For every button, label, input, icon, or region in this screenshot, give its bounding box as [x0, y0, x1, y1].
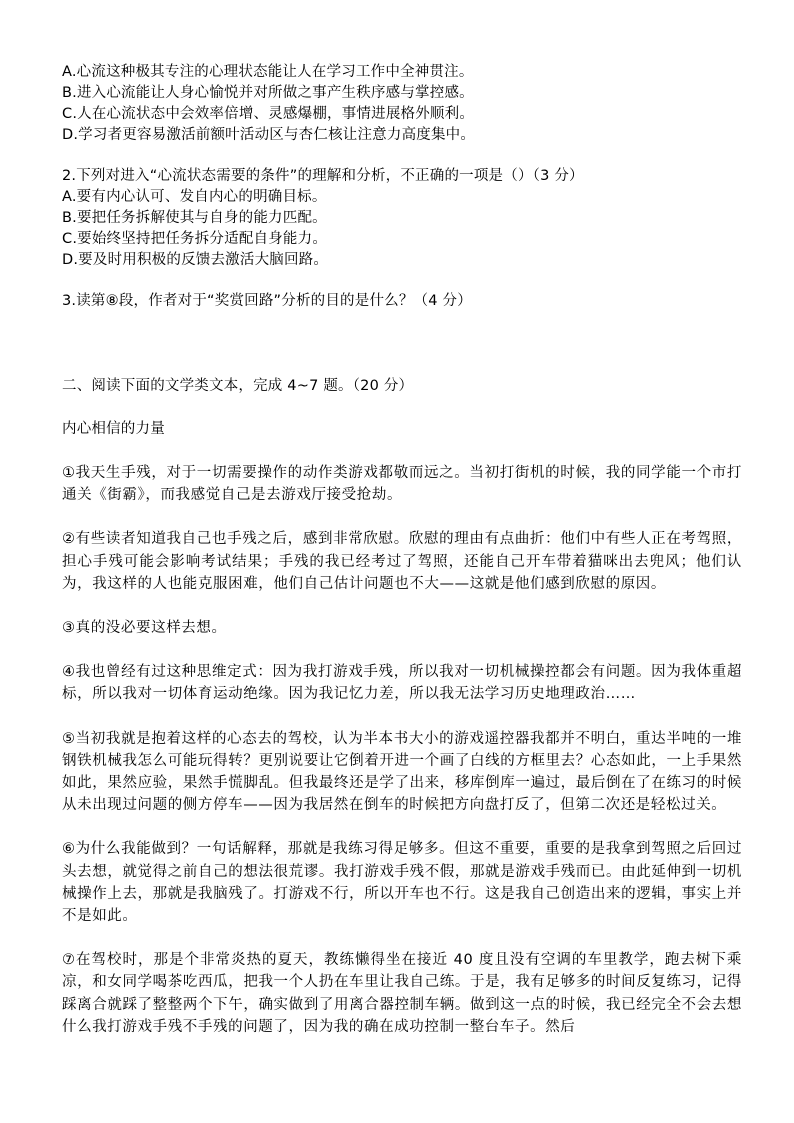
q2-option-d: D.要及时用积极的反馈去激活大脑回路。: [62, 252, 329, 268]
section-2-heading: 二、阅读下面的文学类文本，完成 4~7 题。（20 分）: [62, 378, 414, 394]
q2-stem: 2.下列对进入“心流状态需要的条件”的理解和分析，不正确的一项是（）（3 分）: [62, 168, 584, 184]
q2-option-b: B.要把任务拆解使其与自身的能力匹配。: [62, 210, 327, 226]
q1-option-a: A.心流这种极其专注的心理状态能让人在学习工作中全神贯注。: [62, 64, 474, 80]
passage-title: 内心相信的力量: [62, 421, 165, 437]
q1-option-c: C.人在心流状态中会效率倍增、灵感爆棚，事情进展格外顺利。: [62, 106, 475, 122]
paragraph-5: ⑤当初我就是抱着这样的心态去的驾校，认为半本书大小的游戏遥控器我都并不明白，重达半吨的一堆钢铁机械我怎么可能玩得转？更别说要让它倒着开进一个画了白线的方框里去？心态如此，一上手果然如此，果然应验，果然手慌脚乱。但我最终还是学了出来，移库倒库一遍过，最后倒在了在练习的时候从未出现过问题的侧方停车——因为我居然在倒车的时候把方向盘打反了，但第二次还是轻松过关。: [62, 730, 742, 814]
paragraph-4: ④我也曾经有过这种思维定式：因为我打游戏手残，所以我对一切机械操控都会有问题。因为我体重超标，所以我对一切体育运动绝缘。因为我记忆力差，所以我无法学习历史地理政治……: [62, 664, 742, 703]
q3-stem: 3.读第⑧段，作者对于“奖赏回路”分析的目的是什么？（4 分）: [62, 293, 472, 309]
q2-option-a: A.要有内心认可、发自内心的明确目标。: [62, 189, 327, 205]
q2-option-c: C.要始终坚持把任务拆分适配自身能力。: [62, 231, 328, 247]
paragraph-2: ②有些读者知道我自己也手残之后，感到非常欣慰。欣慰的理由有点曲折：他们中有些人正在考驾照，担心手残可能会影响考试结果；手残的我已经考过了驾照，还能自己开车带着猫咪出去兜风；他们认为，我这样的人也能克服困难，他们自己估计问题也不大——这就是他们感到欣慰的原因。: [62, 531, 742, 592]
question-2: [62, 166, 742, 271]
paragraph-1: ①我天生手残，对于一切需要操作的动作类游戏都敬而远之。当初打街机的时候，我的同学能一个市打通关《街霸》，而我感觉自己是去游戏厅接受抢劫。: [62, 465, 742, 504]
document-page: [62, 62, 742, 1038]
q1-option-d: D.学习者更容易激活前额叶活动区与杏仁核让注意力高度集中。: [62, 127, 476, 143]
paragraph-3: ③真的没必要这样去想。: [62, 620, 227, 637]
question-1-options: [62, 62, 742, 146]
q1-option-b: B.进入心流能让人身心愉悦并对所做之事产生秩序感与掌控感。: [62, 85, 474, 101]
paragraph-7: ⑦在驾校时，那是个非常炎热的夏天，教练懒得坐在接近 40 度且没有空调的车里教学，跑去树下乘凉，和女同学喝茶吃西瓜，把我一个人扔在车里让我自己练。于是，我有足够多的时间反复练习，记得踩离合就踩了整整两个下午，确实做到了用离合器控制车辆。做到这一点的时候，我已经完全不会去想什么我打游戏手残不手残的问题了，因为我的确在成功控制一整台车子。然后: [62, 952, 742, 1035]
paragraph-6: ⑥为什么我能做到？一句话解释，那就是我练习得足够多。但这不重要，重要的是我拿到驾照之后回过头去想，就觉得之前自己的想法很荒谬。我打游戏手残不假，那就是游戏手残而已。由此延伸到一切机械操作上去，那就是我脑残了。打游戏不行，所以开车也不行。这是我自己创造出来的逻辑，事实上并不是如此。: [62, 841, 742, 925]
